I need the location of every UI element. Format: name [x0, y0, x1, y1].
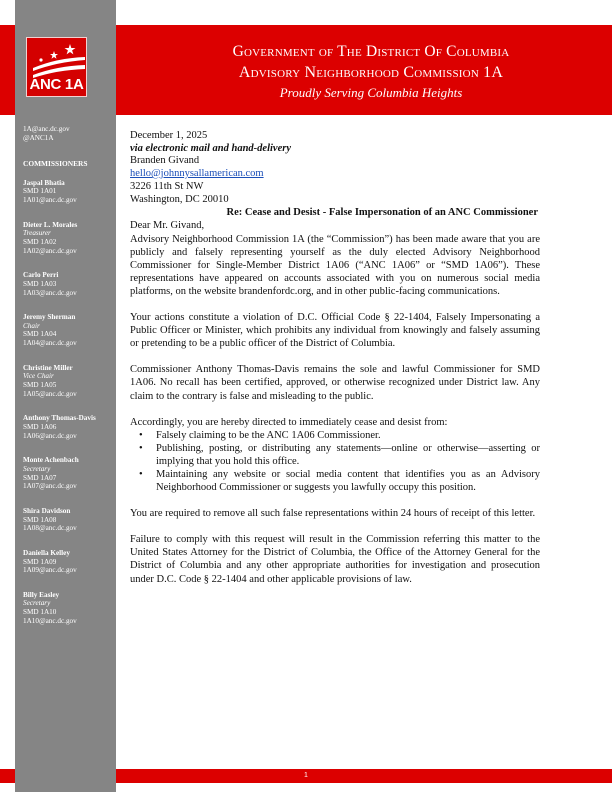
commissioner-smd: SMD 1A04: [23, 330, 57, 339]
commissioner-smd: SMD 1A10: [23, 608, 57, 617]
demand-item: • Publishing, posting, or distributing any statements—online or otherwise—asserting or implying that you hold this office.: [130, 442, 540, 468]
commissioner-name: Anthony Thomas-Davis: [23, 414, 96, 423]
demand-item: • Maintaining any website or social media content that identifies you as an Advisory Neighborhood Commissioner or suggests you lawfully occupy this position.: [130, 468, 540, 494]
commissioner-entry: [23, 271, 115, 297]
commissioner-name: Dieter L. Morales: [23, 220, 78, 229]
commissioner-name: Jaspal Bhatia: [23, 178, 65, 187]
page-number: 1: [304, 772, 308, 779]
commission-contact: [23, 125, 115, 142]
commissioner-email[interactable]: 1A04@anc.dc.gov: [23, 339, 77, 348]
delivery-method: via electronic mail and hand-delivery: [130, 143, 291, 155]
commissioner-role: Secretary: [23, 599, 51, 608]
commissioner-name: Christine Miller: [23, 363, 73, 372]
commissioner-smd: SMD 1A06: [23, 423, 57, 431]
paragraph: Your actions constitute a violation of D.C. Official Code § 22-1404, Falsely Impersonating a Public Officer or Minister, which prohibits any individual from knowingly and falsely assuming or pretending to be a public officer of the District of Columbia.: [130, 312, 540, 350]
paragraph: Accordingly, you are hereby directed to immediately cease and desist from:: [130, 416, 448, 428]
commissioner-entry: [23, 313, 115, 347]
commissioner-name: Monte Achenbach: [23, 456, 79, 465]
letter-body: [130, 129, 540, 599]
paragraph: You are required to remove all such false representations within 24 hours of receipt of this letter.: [130, 508, 536, 520]
commissioner-email[interactable]: 1A02@anc.dc.gov: [23, 246, 77, 255]
commissioner-smd: SMD 1A09: [23, 557, 57, 566]
commission-title: Advisory Neighborhood Commission 1A: [238, 64, 504, 81]
commissioner-email[interactable]: 1A05@anc.dc.gov: [23, 389, 77, 398]
commissioner-entry: [23, 221, 115, 255]
commissioner-role: Secretary: [23, 464, 51, 473]
commissioner-email[interactable]: 1A03@anc.dc.gov: [23, 288, 77, 297]
commissioner-name: Carlo Perri: [23, 271, 59, 280]
commissioner-email[interactable]: 1A09@anc.dc.gov: [23, 566, 77, 575]
recipient-address: [130, 155, 540, 206]
letterhead-titles: [130, 41, 612, 102]
commissioner-role: Chair: [23, 321, 40, 330]
commissioner-entry: [23, 414, 115, 440]
commissioner-email[interactable]: 1A01@anc.dc.gov: [23, 195, 77, 204]
commissioner-email[interactable]: 1A08@anc.dc.gov: [23, 524, 77, 533]
commissioner-entry: [23, 179, 115, 205]
commissioner-smd: SMD 1A02: [23, 237, 57, 246]
logo-text: ANC 1A: [29, 76, 84, 93]
commissioner-role: Vice Chair: [23, 372, 54, 381]
commissioner-entry: [23, 591, 115, 625]
commissioner-entry: [23, 549, 115, 575]
recipient-street: 3226 11th St NW: [130, 180, 204, 192]
paragraph: Failure to comply with this request will result in the Commission referring this matter to the United States Attorney for the District of Columbia, the Office of the Attorney General for the District of Columbia and any other appropriate authorities for investigation and prosecution under D.C. Code § 22-1404 and other applicable provisions of law.: [130, 534, 540, 585]
demand-item: • Falsely claiming to be the ANC 1A06 Commissioner.: [130, 429, 540, 442]
commission-social-handle: @ANC1A: [23, 133, 54, 142]
paragraph: Commissioner Anthony Thomas-Davis remains the sole and lawful Commissioner for SMD 1A06. No recall has been certified, approved, or otherwise recognized under District law. Any claim to the contrary is false and misleading to the public.: [130, 364, 540, 402]
commissioners-heading: COMMISSIONERS: [23, 159, 88, 169]
salutation: Dear Mr. Givand,: [130, 220, 205, 232]
commissioner-smd: SMD 1A01: [23, 187, 57, 196]
commissioner-role: Treasurer: [23, 229, 51, 238]
commissioner-smd: SMD 1A08: [23, 515, 57, 524]
commissioner-name: Shira Davidson: [23, 506, 71, 515]
commissioner-entry: [23, 507, 115, 533]
demand-list: [130, 429, 540, 494]
commissioner-name: Billy Easley: [23, 590, 60, 599]
commissioner-email[interactable]: 1A07@anc.dc.gov: [23, 482, 77, 491]
government-title: Government of The District Of Columbia: [232, 43, 510, 60]
commissioner-entry: [23, 364, 115, 398]
letter-date: December 1, 2025: [130, 130, 208, 141]
commissioner-email[interactable]: 1A10@anc.dc.gov: [23, 616, 77, 625]
commissioner-name: Jeremy Sherman: [23, 313, 76, 322]
tagline: Proudly Serving Columbia Heights: [279, 85, 463, 100]
subject-line: Re: Cease and Desist - False Impersonation of an ANC Commissioner: [226, 207, 538, 219]
paragraph: Advisory Neighborhood Commission 1A (the “Commission”) has been made aware that you are publicly and falsely representing yourself as the duly elected Advisory Neighborhood Commissioner for Single-Member District 1A06 (“ANC 1A06” or “SMD 1A06”). These representations have appeared on accounts associated with you on numerous social media platforms, on the website brandenfordc.org, and in other public-facing communications.: [130, 233, 540, 297]
recipient-email-link[interactable]: hello@johnnysallamerican.com: [130, 167, 264, 179]
commissioner-entry: [23, 456, 115, 490]
commissioner-name: Daniella Kelley: [23, 548, 70, 557]
commissioner-email[interactable]: 1A06@anc.dc.gov: [23, 431, 77, 440]
commissioner-smd: SMD 1A05: [23, 381, 57, 390]
commission-email[interactable]: 1A@anc.dc.gov: [23, 125, 70, 133]
anc-logo: [26, 37, 87, 97]
commissioner-smd: SMD 1A07: [23, 473, 57, 482]
commissioner-smd: SMD 1A03: [23, 279, 57, 288]
commissioner-directory: [23, 125, 115, 641]
recipient-name: Branden Givand: [130, 155, 200, 167]
recipient-city: Washington, DC 20010: [130, 193, 229, 205]
